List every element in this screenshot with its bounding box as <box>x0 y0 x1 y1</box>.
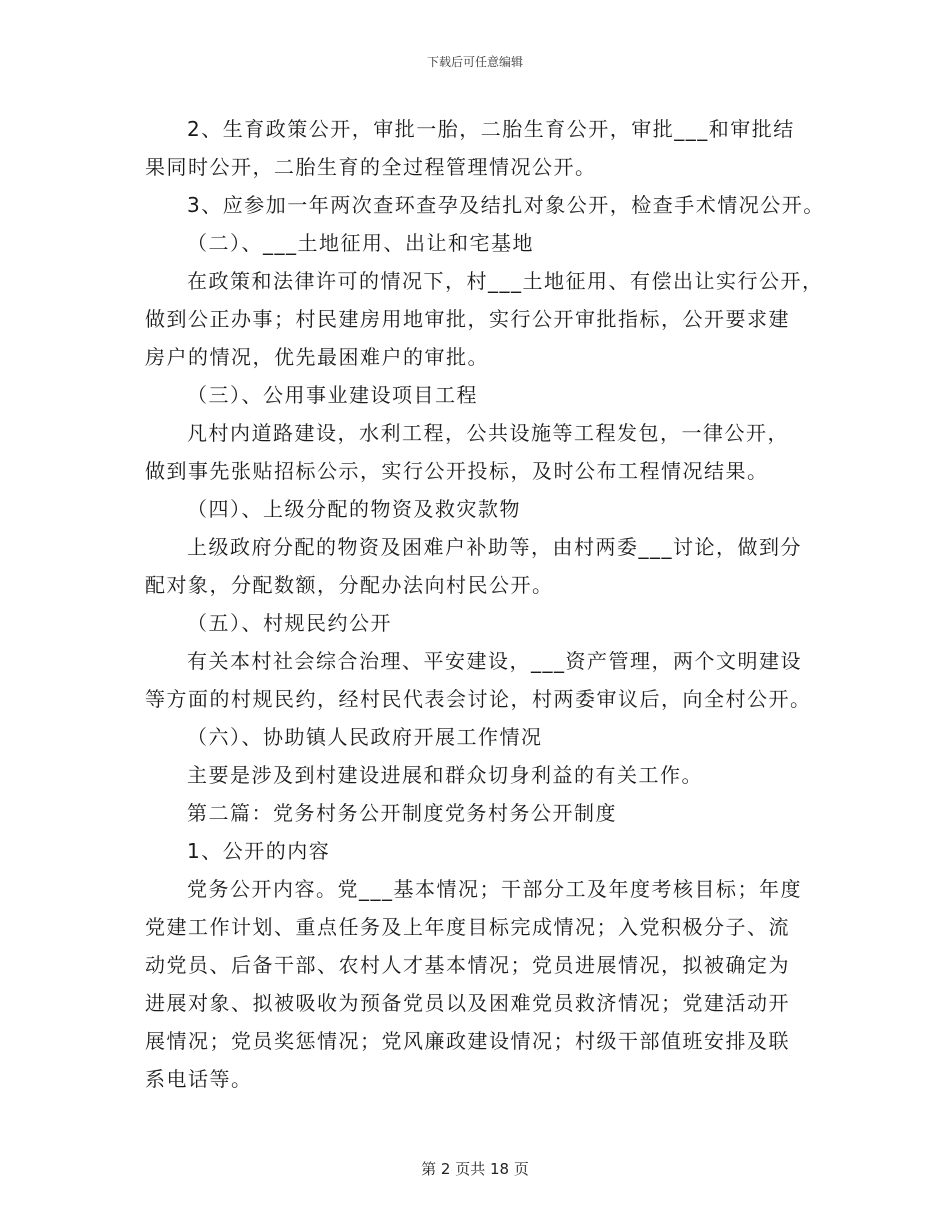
text-line: 系电话等。 <box>145 1067 253 1091</box>
text-line: 展情况；党员奖惩情况；党风廉政建设情况；村级干部值班安排及联 <box>145 1029 790 1053</box>
text-line: 在政策和法律许可的情况下，村___土地征用、有偿出让实行公开， <box>187 269 824 293</box>
text-line: 果同时公开，二胎生育的全过程管理情况公开。 <box>145 155 597 179</box>
text-line: 等方面的村规民约，经村民代表会讨论，村两委审议后，向全村公开。 <box>145 687 812 711</box>
section-heading: （六）、协助镇人民政府开展工作情况 <box>187 725 543 749</box>
section-heading: （四）、上级分配的物资及救灾款物 <box>187 497 521 521</box>
text-line: 2、生育政策公开，审批一胎，二胎生育公开，审批___和审批结 <box>187 117 795 141</box>
text-line: 党务公开内容。党___基本情况；干部分工及年度考核目标；年度 <box>187 877 802 901</box>
text-line: 做到公正办事；村民建房用地审批，实行公开审批指标，公开要求建 <box>145 307 790 331</box>
text-line: 3、应参加一年两次查环查孕及结扎对象公开，检查手术情况公开。 <box>187 193 825 217</box>
text-line: 进展对象、拟被吸收为预备党员以及困难党员救济情况；党建活动开 <box>145 991 790 1015</box>
text-line: 党建工作计划、重点任务及上年度目标完成情况；入党积极分子、流 <box>145 915 790 939</box>
text-line: 有关本村社会综合治理、平安建设，___资产管理，两个文明建设 <box>187 649 802 673</box>
text-line: 做到事先张贴招标公示，实行公开投标，及时公布工程情况结果。 <box>145 459 769 483</box>
text-line: 动党员、后备干部、农村人才基本情况；党员进展情况，拟被确定为 <box>145 953 790 977</box>
text-line: 房户的情况，优先最困难户的审批。 <box>145 345 489 369</box>
section-heading: （二）、___土地征用、出让和宅基地 <box>187 231 534 255</box>
text-line: 配对象，分配数额，分配办法向村民公开。 <box>145 573 554 597</box>
chapter-heading: 第二篇：党务村务公开制度党务村务公开制度 <box>187 801 617 825</box>
section-heading: 1、公开的内容 <box>187 839 331 863</box>
section-heading: （五）、村规民约公开 <box>187 611 392 635</box>
page-number: 第 2 页共 18 页 <box>421 1160 529 1178</box>
text-line: 凡村内道路建设，水利工程，公共设施等工程发包，一律公开， <box>187 421 789 445</box>
text-line: 上级政府分配的物资及困难户补助等，由村两委___讨论，做到分 <box>187 535 802 559</box>
document-body <box>145 110 825 1098</box>
page-header: 下载后可任意编辑 <box>426 55 523 69</box>
section-heading: （三）、公用事业建设项目工程 <box>187 383 478 407</box>
text-line: 主要是涉及到村建设进展和群众切身利益的有关工作。 <box>187 763 703 787</box>
